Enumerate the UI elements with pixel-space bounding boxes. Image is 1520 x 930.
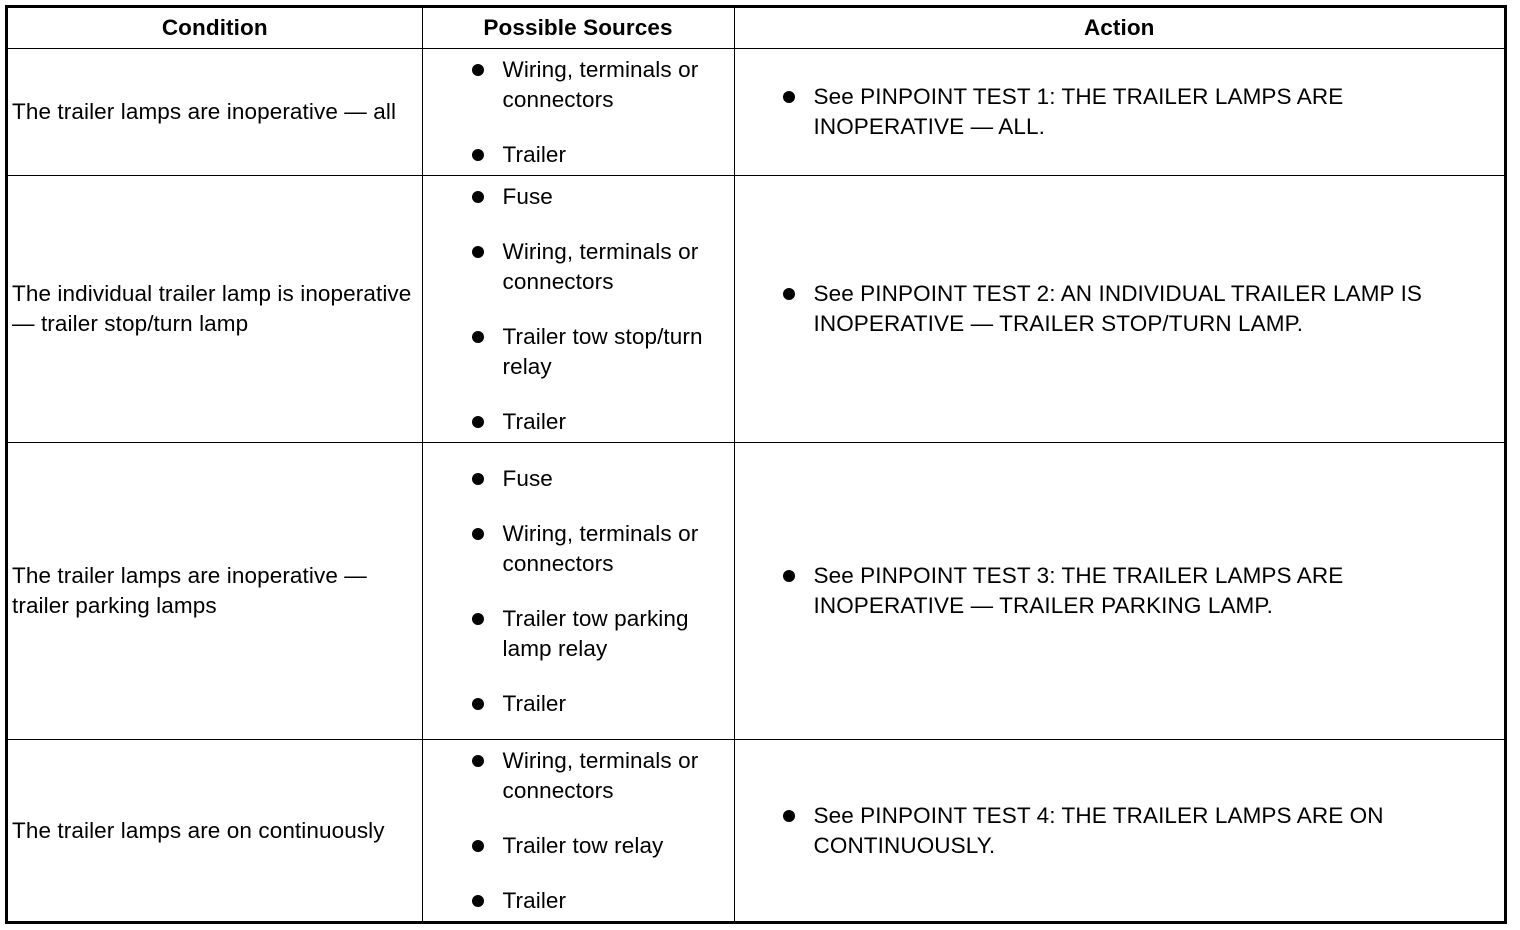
- source-text: Fuse: [502, 465, 553, 491]
- action-item: [783, 801, 1475, 861]
- action-list: [783, 82, 1475, 142]
- header-condition: Condition: [8, 8, 422, 49]
- condition-cell: The individual trailer lamp is inoperative — trailer stop/turn lamp: [8, 176, 422, 443]
- bullet-icon: [472, 331, 484, 343]
- action-text: See PINPOINT TEST 1: THE TRAILER LAMPS ARE INOPERATIVE — ALL.: [813, 84, 1344, 139]
- source-item: [472, 519, 724, 579]
- source-text: Wiring, terminals or connectors: [502, 520, 699, 576]
- source-text: Trailer: [502, 408, 567, 434]
- bullet-icon: [472, 613, 484, 625]
- bullet-icon: [783, 288, 795, 300]
- source-item: [472, 689, 724, 719]
- diagnosis-table: [8, 8, 1504, 921]
- sources-cell: [422, 443, 734, 740]
- source-item: [472, 886, 724, 916]
- source-item: [472, 831, 724, 861]
- action-list: [783, 279, 1475, 339]
- header-action: Action: [734, 8, 1504, 49]
- sources-cell: [422, 740, 734, 922]
- bullet-icon: [472, 149, 484, 161]
- bullet-icon: [472, 416, 484, 428]
- action-text: See PINPOINT TEST 4: THE TRAILER LAMPS ARE ON CONTINUOUSLY.: [813, 802, 1384, 858]
- bullet-icon: [472, 64, 484, 76]
- source-text: Trailer: [502, 690, 567, 716]
- action-list: [783, 801, 1475, 861]
- source-item: [472, 322, 724, 382]
- source-text: Trailer: [502, 141, 567, 167]
- bullet-icon: [472, 755, 484, 767]
- condition-cell: The trailer lamps are inoperative — all: [8, 49, 422, 176]
- source-text: Trailer tow stop/turn relay: [502, 323, 703, 379]
- condition-cell: The trailer lamps are inoperative — trailer parking lamps: [8, 443, 422, 740]
- bullet-icon: [783, 570, 795, 582]
- source-text: Trailer tow parking lamp relay: [502, 605, 689, 661]
- header-possible-sources: Possible Sources: [422, 8, 734, 49]
- action-item: [783, 279, 1475, 339]
- source-text: Trailer: [502, 887, 567, 913]
- action-cell: [734, 176, 1504, 443]
- table-row: [8, 740, 1504, 922]
- source-text: Wiring, terminals or connectors: [502, 238, 699, 294]
- source-text: Fuse: [502, 183, 553, 209]
- action-cell: [734, 49, 1504, 176]
- source-text: Wiring, terminals or connectors: [502, 56, 699, 112]
- bullet-icon: [472, 191, 484, 203]
- action-cell: [734, 443, 1504, 740]
- source-item: [472, 140, 724, 170]
- source-text: Wiring, terminals or connectors: [502, 747, 699, 803]
- source-item: [472, 407, 724, 437]
- source-item: [472, 604, 724, 664]
- bullet-icon: [472, 840, 484, 852]
- table-row: [8, 443, 1504, 740]
- bullet-icon: [783, 91, 795, 103]
- source-text: Trailer tow relay: [502, 832, 664, 858]
- source-item: [472, 746, 724, 806]
- action-list: [783, 561, 1475, 621]
- action-text: See PINPOINT TEST 2: AN INDIVIDUAL TRAILER LAMP IS INOPERATIVE — TRAILER STOP/TURN LAMP.: [813, 281, 1423, 336]
- action-text: See PINPOINT TEST 3: THE TRAILER LAMPS ARE INOPERATIVE — TRAILER PARKING LAMP.: [813, 563, 1344, 618]
- bullet-icon: [783, 810, 795, 822]
- source-item: [472, 464, 724, 494]
- sources-list: [472, 464, 724, 719]
- source-item: [472, 55, 724, 115]
- table-row: [8, 176, 1504, 443]
- action-item: [783, 561, 1475, 621]
- source-item: [472, 237, 724, 297]
- diagnosis-table-frame: [5, 5, 1507, 924]
- sources-list: [472, 746, 724, 916]
- source-item: [472, 182, 724, 212]
- bullet-icon: [472, 528, 484, 540]
- sources-cell: [422, 49, 734, 176]
- bullet-icon: [472, 698, 484, 710]
- bullet-icon: [472, 895, 484, 907]
- bullet-icon: [472, 473, 484, 485]
- header-row: [8, 8, 1504, 49]
- action-item: [783, 82, 1475, 142]
- sources-list: [472, 182, 724, 437]
- action-cell: [734, 740, 1504, 922]
- sources-list: [472, 55, 724, 170]
- table-row: [8, 49, 1504, 176]
- sources-cell: [422, 176, 734, 443]
- condition-cell: The trailer lamps are on continuously: [8, 740, 422, 922]
- bullet-icon: [472, 246, 484, 258]
